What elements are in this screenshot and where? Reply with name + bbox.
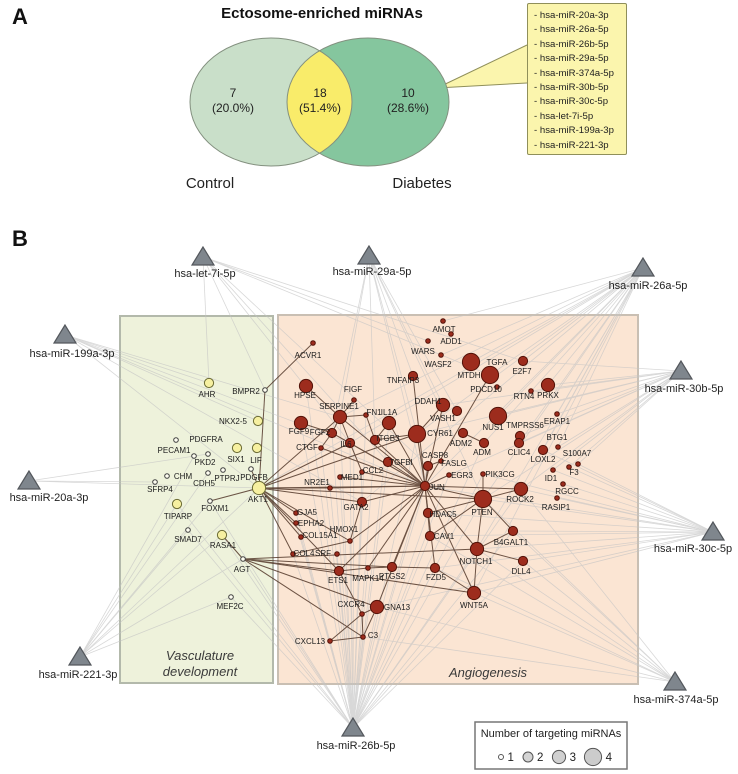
list-item: - hsa-miR-30b-5p (534, 82, 609, 94)
gene-node-AMOT (441, 319, 446, 324)
gene-label-NUS1: NUS1 (482, 423, 504, 432)
list-item: - hsa-miR-374a-5p (534, 67, 614, 79)
gene-node-RGCC (561, 482, 566, 487)
gene-label-CAV1: CAV1 (433, 532, 455, 541)
gene-label-WARS: WARS (411, 347, 435, 356)
gene-node-CLIC4 (514, 438, 523, 447)
legend-item-label: 3 (569, 752, 577, 764)
gene-node-MAPK14 (366, 566, 371, 571)
region-label: Vasculature (165, 648, 235, 663)
venn-right-label: Diabetes (392, 175, 452, 192)
gene-label-CXCL13: CXCL13 (294, 637, 326, 646)
legend-title: Number of targeting miRNAs (480, 728, 622, 740)
gene-label-PDGFRA: PDGFRA (189, 435, 223, 444)
gene-label-JUN: JUN (429, 483, 445, 492)
mirna-triangle-hsa-miR-26a-5p (632, 258, 654, 276)
gene-node-JUN (420, 481, 429, 490)
gene-label-TMPRSS6: TMPRSS6 (506, 421, 544, 430)
venn-right-count: 10 (401, 86, 415, 100)
gene-label-FIGF: FIGF (343, 385, 363, 394)
gene-node-RASIP1 (555, 496, 560, 501)
gene-node-ERAP1 (555, 412, 560, 417)
gene-node-NKX2-5 (253, 416, 262, 425)
gene-label-FN1: FN1 (366, 408, 382, 417)
gene-label-PDCD10: PDCD10 (470, 385, 502, 394)
gene-node-CDH5 (206, 471, 211, 476)
gene-label-HDAC5: HDAC5 (429, 510, 457, 519)
gene-node-B4GALT1 (508, 526, 517, 535)
gene-label-GJA5: GJA5 (296, 508, 318, 517)
gene-node-ETS1 (334, 566, 343, 575)
gene-node-MTDH (481, 366, 498, 383)
gene-label-MEF2C: MEF2C (216, 602, 244, 611)
gene-node-RASA1 (217, 530, 226, 539)
venn-mid-count: 18 (313, 86, 327, 100)
gene-label-CLIC4: CLIC4 (507, 448, 531, 457)
gene-node-ADM2 (458, 428, 467, 437)
mirna-label: hsa-miR-374a-5p (633, 694, 719, 706)
gene-node-CXCR4 (360, 612, 365, 617)
gene-node-BMPR2 (263, 388, 268, 393)
gene-label-DDAH1: DDAH1 (414, 397, 442, 406)
gene-label-PKD2: PKD2 (194, 458, 216, 467)
gene-label-ADD1: ADD1 (440, 337, 462, 346)
mirna-label: hsa-miR-30b-5p (644, 383, 724, 395)
mirna-label: hsa-miR-199a-3p (29, 348, 115, 360)
mirna-label: hsa-miR-20a-3p (9, 492, 89, 504)
gene-node-AHR (204, 378, 213, 387)
gene-label-HMOX1: HMOX1 (329, 525, 359, 534)
gene-label-PDGFB: PDGFB (240, 473, 268, 482)
mirna-note-box (527, 3, 627, 155)
mirna-triangle-hsa-let-7i-5p (192, 247, 214, 265)
gene-node-C3 (361, 635, 366, 640)
list-item: - hsa-miR-26a-5p (534, 24, 609, 36)
mirna-label: hsa-let-7i-5p (174, 268, 236, 280)
region-label: development (162, 664, 238, 679)
gene-label-RTN4: RTN4 (513, 392, 535, 401)
panel-b-letter: B (12, 226, 28, 251)
gene-label-GNA13: GNA13 (383, 603, 411, 612)
gene-node-CHM (165, 474, 170, 479)
gene-node-SRF (335, 552, 340, 557)
gene-label-LOXL2: LOXL2 (530, 455, 556, 464)
gene-node-E2F7 (518, 356, 527, 365)
gene-label-CXCR4: CXCR4 (337, 600, 365, 609)
gene-node-WASF2 (439, 353, 444, 358)
gene-label-ACVR1: ACVR1 (294, 351, 322, 360)
gene-label-CHM: CHM (173, 472, 193, 481)
gene-label-EPHA2: EPHA2 (297, 519, 325, 528)
gene-label-CDH5: CDH5 (193, 479, 215, 488)
gene-label-MAPK14: MAPK14 (352, 574, 384, 583)
mirna-triangle-hsa-miR-199a-3p (54, 325, 76, 343)
gene-label-SMAD7: SMAD7 (174, 535, 202, 544)
legend-circle (552, 750, 565, 763)
gene-node-MEF2C (229, 595, 234, 600)
gene-node-ACVR1 (311, 341, 316, 346)
mirna-triangle-hsa-miR-30b-5p (670, 361, 692, 379)
gene-node-TIPARP (172, 499, 181, 508)
gene-label-S100A7: S100A7 (562, 449, 592, 458)
gene-label-E2F7: E2F7 (512, 367, 532, 376)
gene-node-GNA13 (370, 600, 383, 613)
gene-label-TGFA: TGFA (486, 358, 508, 367)
venn-title: Ectosome-enriched miRNAs (221, 5, 423, 22)
gene-label-ADM: ADM (473, 448, 491, 457)
gene-label-NKX2-5: NKX2-5 (218, 417, 248, 426)
gene-label-ITGB3: ITGB3 (376, 434, 400, 443)
gene-label-ETS1: ETS1 (327, 576, 349, 585)
gene-label-PIK3CG: PIK3CG (485, 470, 515, 479)
gene-label-FZD5: FZD5 (426, 573, 446, 582)
gene-label-NOTCH1: NOTCH1 (459, 557, 493, 566)
gene-label-ADM2: ADM2 (449, 439, 473, 448)
gene-node-LOXL2 (538, 445, 547, 454)
gene-node-FZD5 (430, 563, 439, 572)
gene-label-ID1: ID1 (544, 474, 558, 483)
gene-node-ID1 (551, 468, 556, 473)
gene-label-IL1A: IL1A (380, 408, 398, 417)
gene-label-HPSE: HPSE (294, 391, 316, 400)
gene-label-AHR: AHR (198, 390, 216, 399)
gene-label-MTDH: MTDH (457, 371, 481, 380)
gene-label-NR2E1: NR2E1 (304, 478, 330, 487)
legend-item-label: 1 (507, 752, 514, 764)
gene-label-FGF9: FGF9 (288, 427, 310, 436)
gene-node-SMAD7 (186, 528, 191, 533)
list-item: - hsa-let-7i-5p (534, 110, 594, 122)
gene-label-PTEN: PTEN (471, 508, 493, 517)
gene-node-TGFA (462, 353, 479, 370)
venn-left-pct: (20.0%) (211, 101, 255, 115)
gene-node-NOTCH1 (470, 542, 483, 555)
gene-label-WASF2: WASF2 (424, 360, 452, 369)
gene-node-SERPINE1 (333, 410, 346, 423)
list-item: - hsa-miR-29a-5p (534, 53, 609, 65)
gene-node-FOXM1 (208, 499, 213, 504)
gene-label-COL4: COL4 (293, 549, 315, 558)
gene-node-CYR61 (408, 425, 425, 442)
gene-node-PDGFB (249, 467, 254, 472)
gene-label-CYR61: CYR61 (427, 429, 453, 438)
gene-label-TIPARP: TIPARP (163, 512, 193, 521)
gene-node-SIX1 (232, 443, 241, 452)
gene-node-ADM (479, 438, 488, 447)
gene-label-FGF2: FGF2 (309, 428, 331, 437)
gene-label-EGR3: EGR3 (451, 471, 473, 480)
mirna-triangle-hsa-miR-29a-5p (358, 246, 380, 264)
gene-node-SFRP4 (153, 480, 158, 485)
gene-label-PECAM1: PECAM1 (157, 446, 191, 455)
gene-node-PTPRJ (221, 468, 226, 473)
gene-node-CASP8 (423, 461, 432, 470)
gene-label-SERPINE1: SERPINE1 (319, 402, 359, 411)
venn-mid-pct: (51.4%) (298, 101, 342, 115)
venn-right-pct: (28.6%) (386, 101, 430, 115)
legend-item-label: 2 (537, 752, 544, 764)
gene-node-HMOX1 (348, 539, 353, 544)
list-item: - hsa-miR-20a-3p (534, 10, 609, 21)
gene-label-MED1: MED1 (340, 473, 364, 482)
gene-label-BMPR2: BMPR2 (232, 387, 260, 396)
list-item: - hsa-miR-221-3p (534, 139, 609, 151)
gene-node-AGT (241, 557, 246, 562)
gene-label-TNFAIP3: TNFAIP3 (386, 376, 420, 385)
gene-node-ROCK2 (514, 482, 527, 495)
gene-label-CCL2: CCL2 (362, 466, 384, 475)
panel-a-letter: A (12, 4, 28, 29)
legend-item-label: 4 (605, 752, 613, 764)
gene-label-SRF: SRF (315, 549, 331, 558)
mirna-label: hsa-miR-221-3p (38, 669, 118, 681)
gene-label-FOXM1: FOXM1 (201, 504, 229, 513)
mir-edge (443, 268, 643, 321)
gene-label-FASLG: FASLG (441, 459, 467, 468)
gene-node-PRKX (541, 378, 554, 391)
gene-label-RASA1: RASA1 (209, 541, 237, 550)
gene-label-AKT1: AKT1 (247, 495, 269, 504)
mirna-label: hsa-miR-26b-5p (316, 740, 396, 752)
gene-label-ERAP1: ERAP1 (543, 417, 571, 426)
gene-node-PTEN (474, 490, 491, 507)
gene-label-WNT5A: WNT5A (460, 601, 488, 610)
gene-node-PTGS2 (387, 562, 396, 571)
legend-circle (584, 748, 601, 765)
gene-label-AGT: AGT (233, 565, 251, 574)
gene-label-IL6: IL6 (340, 440, 352, 449)
gene-node-CTGF (319, 446, 324, 451)
gene-label-PTPRJ: PTPRJ (214, 474, 240, 483)
gene-label-PRKX: PRKX (537, 391, 559, 400)
mirna-label: hsa-miR-26a-5p (608, 280, 688, 292)
gene-node-IL1A (382, 416, 395, 429)
gene-node-LIF (252, 443, 261, 452)
gene-label-B4GALT1: B4GALT1 (493, 538, 529, 547)
venn-left-label: Control (185, 175, 235, 192)
gene-label-SIX1: SIX1 (227, 455, 245, 464)
gene-label-VASH1: VASH1 (430, 414, 456, 423)
region-label: Angiogenesis (448, 665, 528, 680)
gene-label-BTG1: BTG1 (546, 433, 568, 442)
gene-node-AKT1 (252, 481, 265, 494)
gene-label-CASP8: CASP8 (421, 451, 449, 460)
mirna-list (534, 9, 624, 153)
gene-node-BTG1 (556, 445, 561, 450)
gene-label-PTGS2: PTGS2 (378, 572, 406, 581)
gene-label-SFRP4: SFRP4 (147, 485, 173, 494)
gene-label-TGFBI: TGFBI (389, 458, 413, 467)
gene-label-ROCK2: ROCK2 (506, 495, 534, 504)
gene-node-CXCL13 (328, 639, 333, 644)
gene-node-DLL4 (518, 556, 527, 565)
gene-label-C3: C3 (367, 631, 379, 640)
gene-label-LIF: LIF (250, 456, 262, 465)
gene-label-F3: F3 (569, 468, 579, 477)
gene-label-COL15A1: COL15A1 (302, 531, 338, 540)
gene-node-PDGFRA (174, 438, 179, 443)
gene-label-AMOT: AMOT (432, 325, 456, 334)
list-item: - hsa-miR-26b-5p (534, 38, 609, 50)
gene-label-CTGF: CTGF (296, 443, 318, 452)
gene-label-RASIP1: RASIP1 (541, 503, 571, 512)
venn-left-count: 7 (229, 86, 237, 100)
list-item: - hsa-miR-30c-5p (534, 96, 609, 108)
gene-node-WNT5A (467, 586, 480, 599)
gene-label-DLL4: DLL4 (511, 567, 531, 576)
mirna-label: hsa-miR-30c-5p (653, 543, 733, 555)
legend-circle (499, 755, 504, 760)
legend-circle (523, 752, 533, 762)
gene-node-PECAM1 (206, 452, 211, 457)
gene-label-GATA2: GATA2 (343, 503, 369, 512)
mirna-label: hsa-miR-29a-5p (332, 266, 412, 278)
gene-node-S100A7 (576, 462, 581, 467)
gene-label-RGCC: RGCC (555, 487, 579, 496)
list-item: - hsa-miR-199a-3p (534, 125, 614, 137)
gene-node-WARS (426, 339, 431, 344)
